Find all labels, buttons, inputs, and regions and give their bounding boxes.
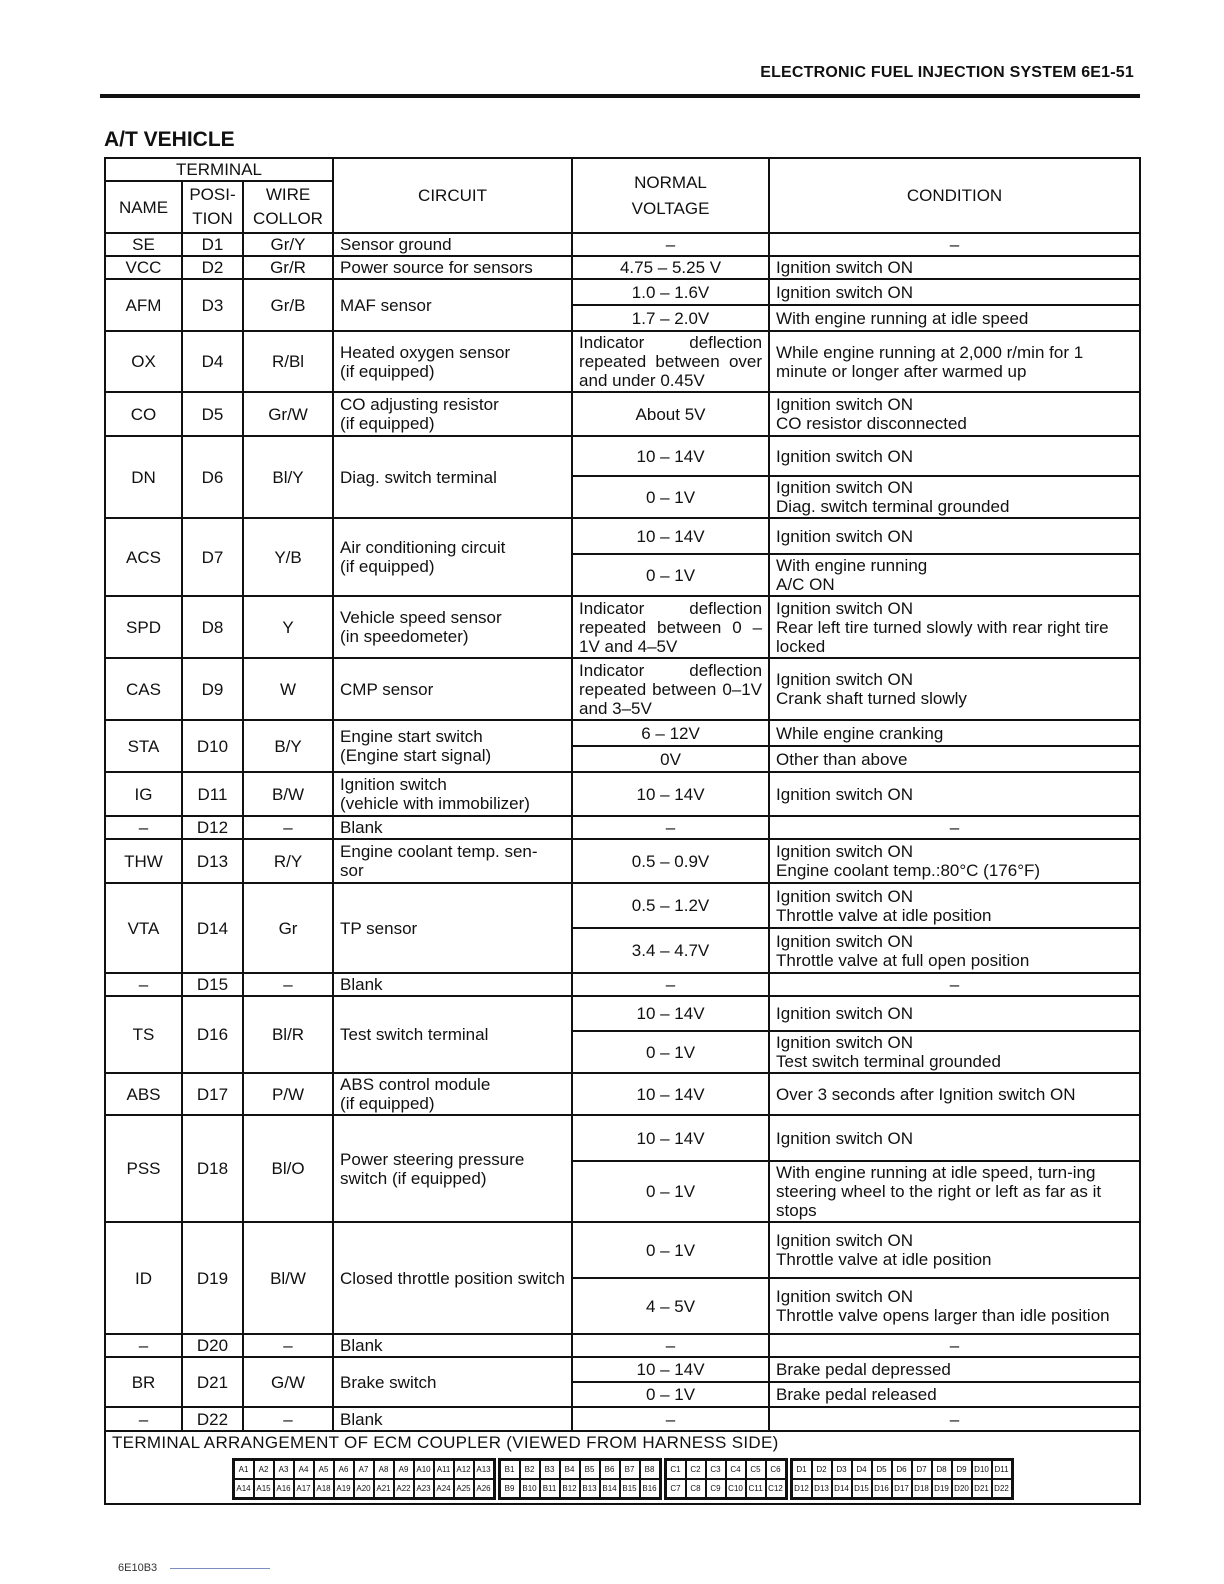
coupler-pin: C12 <box>766 1479 786 1498</box>
cell-wire: B/W <box>243 772 333 816</box>
coupler-pin: D12 <box>792 1479 812 1498</box>
cell-pos: D16 <box>182 996 243 1073</box>
coupler-section <box>105 1431 1140 1504</box>
coupler-pin: A5 <box>314 1460 334 1479</box>
coupler-pin: A23 <box>414 1479 434 1498</box>
cell-circuit: CMP sensor <box>333 658 572 720</box>
coupler-pin: D3 <box>832 1460 852 1479</box>
cell-circuit: Ignition switch (vehicle with immobilizer) <box>333 772 572 816</box>
cell-wire: W <box>243 658 333 720</box>
cell-name: ID <box>105 1222 182 1334</box>
name-header: NAME <box>105 181 182 233</box>
coupler-pin: C4 <box>726 1460 746 1479</box>
cell-voltage: 10 – 14V <box>572 1357 769 1382</box>
cell-name: OX <box>105 331 182 392</box>
cell-name: AFM <box>105 279 182 331</box>
cell-pos: D22 <box>182 1407 243 1431</box>
coupler-pin: D15 <box>852 1479 872 1498</box>
cell-pos: D10 <box>182 720 243 772</box>
cell-condition: With engine running A/C ON <box>769 554 1140 596</box>
coupler-pin: D1 <box>792 1460 812 1479</box>
cell-wire: – <box>243 1334 333 1357</box>
cell-voltage: Indicator deflection repeated between over and under 0.45V <box>572 331 769 392</box>
coupler-pin: D16 <box>872 1479 892 1498</box>
coupler-pin: A11 <box>434 1460 454 1479</box>
cell-condition: Ignition switch ON Crank shaft turned slowly <box>769 658 1140 720</box>
cell-pos: D8 <box>182 596 243 658</box>
coupler-pin: A4 <box>294 1460 314 1479</box>
table-row <box>105 1334 1140 1357</box>
cell-name: THW <box>105 839 182 883</box>
cell-pos: D2 <box>182 256 243 279</box>
cell-pos: D13 <box>182 839 243 883</box>
coupler-pin: A24 <box>434 1479 454 1498</box>
cell-wire: B/Y <box>243 720 333 772</box>
cell-pos: D17 <box>182 1073 243 1115</box>
coupler-pin: D17 <box>892 1479 912 1498</box>
cell-condition: Ignition switch ON <box>769 518 1140 554</box>
coupler-pin: A1 <box>234 1460 254 1479</box>
cell-name: CAS <box>105 658 182 720</box>
cell-condition: – <box>769 816 1140 839</box>
coupler-pin: C7 <box>666 1479 686 1498</box>
cell-wire: Gr/Y <box>243 233 333 256</box>
coupler-pin: B13 <box>580 1479 600 1498</box>
cell-voltage: 6 – 12V <box>572 720 769 746</box>
cell-name: PSS <box>105 1115 182 1222</box>
terminal-table <box>104 157 1141 1505</box>
cell-pos: D5 <box>182 392 243 436</box>
cell-voltage: – <box>572 1334 769 1357</box>
cell-condition: Ignition switch ON <box>769 996 1140 1031</box>
cell-name: TS <box>105 996 182 1073</box>
coupler-pin: B12 <box>560 1479 580 1498</box>
cell-voltage: 0 – 1V <box>572 1161 769 1222</box>
table-row <box>105 392 1140 436</box>
cell-pos: D4 <box>182 331 243 392</box>
cell-voltage: – <box>572 1407 769 1431</box>
cell-voltage: 0 – 1V <box>572 1222 769 1278</box>
cell-circuit: CO adjusting resistor (if equipped) <box>333 392 572 436</box>
coupler-pin: B4 <box>560 1460 580 1479</box>
cell-wire: Y/B <box>243 518 333 596</box>
coupler-pin: A8 <box>374 1460 394 1479</box>
coupler-pin: D19 <box>932 1479 952 1498</box>
cell-wire: G/W <box>243 1357 333 1407</box>
table-row <box>105 839 1140 883</box>
coupler-pin: A10 <box>414 1460 434 1479</box>
coupler-pin: D21 <box>972 1479 992 1498</box>
cell-voltage: 10 – 14V <box>572 1073 769 1115</box>
position-header: POSI- TION <box>182 181 243 233</box>
cell-name: CO <box>105 392 182 436</box>
coupler-label: TERMINAL ARRANGEMENT OF ECM COUPLER (VIEWED FROM HARNESS SIDE) <box>112 1433 779 1452</box>
coupler-pin: B16 <box>640 1479 660 1498</box>
coupler-pin: D14 <box>832 1479 852 1498</box>
table-row <box>105 1222 1140 1278</box>
cell-name: IG <box>105 772 182 816</box>
coupler-pin: A6 <box>334 1460 354 1479</box>
cell-circuit: Blank <box>333 1407 572 1431</box>
cell-condition: Ignition switch ON Throttle valve at idle position <box>769 883 1140 928</box>
cell-voltage: 0.5 – 1.2V <box>572 883 769 928</box>
cell-circuit: Engine start switch (Engine start signal) <box>333 720 572 772</box>
coupler-pin: A18 <box>314 1479 334 1498</box>
coupler-pin: D4 <box>852 1460 872 1479</box>
cell-circuit: Air conditioning circuit (if equipped) <box>333 518 572 596</box>
coupler-pin: C1 <box>666 1460 686 1479</box>
cell-name: VTA <box>105 883 182 973</box>
table-row <box>105 1115 1140 1161</box>
cell-name: SPD <box>105 596 182 658</box>
table-row <box>105 772 1140 816</box>
table-row <box>105 233 1140 256</box>
coupler-pin: D6 <box>892 1460 912 1479</box>
coupler-pin: C3 <box>706 1460 726 1479</box>
table-row <box>105 720 1140 746</box>
cell-name: BR <box>105 1357 182 1407</box>
coupler-pin: A25 <box>454 1479 474 1498</box>
cell-condition: Brake pedal released <box>769 1382 1140 1407</box>
coupler-pin: D7 <box>912 1460 932 1479</box>
cell-voltage: 10 – 14V <box>572 772 769 816</box>
page-header <box>100 60 1140 98</box>
cell-voltage: 0.5 – 0.9V <box>572 839 769 883</box>
cell-circuit: Heated oxygen sensor (if equipped) <box>333 331 572 392</box>
coupler-pin: B15 <box>620 1479 640 1498</box>
cell-name: – <box>105 816 182 839</box>
cell-condition: With engine running at idle speed, turn-ing steering wheel to the right or left as far as it stops <box>769 1161 1140 1222</box>
cell-condition: Ignition switch ON CO resistor disconnected <box>769 392 1140 436</box>
cell-name: – <box>105 973 182 996</box>
footer-divider <box>170 1568 270 1569</box>
table-row <box>105 596 1140 658</box>
cell-voltage: 3.4 – 4.7V <box>572 928 769 973</box>
table-row <box>105 331 1140 392</box>
cell-wire: Bl/O <box>243 1115 333 1222</box>
cell-pos: D12 <box>182 816 243 839</box>
section-title: A/T VEHICLE <box>104 128 235 151</box>
coupler-pin: B1 <box>500 1460 520 1479</box>
cell-condition: Ignition switch ON Diag. switch terminal grounded <box>769 476 1140 518</box>
condition-header: CONDITION <box>769 158 1140 233</box>
coupler-pin: A12 <box>454 1460 474 1479</box>
cell-voltage: About 5V <box>572 392 769 436</box>
coupler-pin: C2 <box>686 1460 706 1479</box>
coupler-pin: A26 <box>474 1479 494 1498</box>
coupler-pin: B9 <box>500 1479 520 1498</box>
coupler-block <box>498 1458 662 1500</box>
coupler-pin: A17 <box>294 1479 314 1498</box>
cell-pos: D3 <box>182 279 243 331</box>
table-row <box>105 996 1140 1031</box>
cell-wire: P/W <box>243 1073 333 1115</box>
cell-name: STA <box>105 720 182 772</box>
coupler-pin: D9 <box>952 1460 972 1479</box>
cell-condition: – <box>769 233 1140 256</box>
cell-voltage: 10 – 14V <box>572 436 769 476</box>
cell-condition: Ignition switch ON Throttle valve opens larger than idle position <box>769 1278 1140 1334</box>
cell-pos: D7 <box>182 518 243 596</box>
voltage-header: NORMAL VOLTAGE <box>572 158 769 233</box>
wire-header: WIRE COLLOR <box>243 181 333 233</box>
cell-condition: Ignition switch ON <box>769 279 1140 305</box>
cell-condition: Ignition switch ON Throttle valve at full open position <box>769 928 1140 973</box>
coupler-pin: B2 <box>520 1460 540 1479</box>
cell-name: VCC <box>105 256 182 279</box>
table-row <box>105 1357 1140 1382</box>
cell-pos: D9 <box>182 658 243 720</box>
cell-voltage: 0 – 1V <box>572 1031 769 1073</box>
cell-wire: R/Bl <box>243 331 333 392</box>
cell-circuit: Vehicle speed sensor (in speedometer) <box>333 596 572 658</box>
cell-circuit: Sensor ground <box>333 233 572 256</box>
cell-condition: While engine cranking <box>769 720 1140 746</box>
coupler-pin: A13 <box>474 1460 494 1479</box>
cell-circuit: Blank <box>333 1334 572 1357</box>
cell-wire: Bl/Y <box>243 436 333 518</box>
coupler-pin: D11 <box>992 1460 1012 1479</box>
coupler-pin: D8 <box>932 1460 952 1479</box>
cell-condition: Ignition switch ON <box>769 1115 1140 1161</box>
cell-condition: Ignition switch ON <box>769 256 1140 279</box>
footer-code: 6E10B3 <box>118 1562 158 1574</box>
cell-name: ABS <box>105 1073 182 1115</box>
cell-voltage: 1.7 – 2.0V <box>572 305 769 331</box>
coupler-pin: A7 <box>354 1460 374 1479</box>
cell-circuit: TP sensor <box>333 883 572 973</box>
coupler-pin: C9 <box>706 1479 726 1498</box>
coupler-pin: B8 <box>640 1460 660 1479</box>
table-row <box>105 658 1140 720</box>
cell-voltage: 0V <box>572 746 769 772</box>
coupler-pin: B7 <box>620 1460 640 1479</box>
coupler-pin: A9 <box>394 1460 414 1479</box>
cell-name: ACS <box>105 518 182 596</box>
cell-wire: Gr <box>243 883 333 973</box>
table-row <box>105 816 1140 839</box>
coupler-pin: B5 <box>580 1460 600 1479</box>
table-row <box>105 436 1140 476</box>
header-title: ELECTRONIC FUEL INJECTION SYSTEM 6E1-51 <box>760 64 1134 81</box>
cell-condition: Ignition switch ON Rear left tire turned slowly with rear right tire locked <box>769 596 1140 658</box>
cell-circuit: MAF sensor <box>333 279 572 331</box>
cell-condition: With engine running at idle speed <box>769 305 1140 331</box>
cell-condition: Ignition switch ON <box>769 436 1140 476</box>
cell-wire: Gr/R <box>243 256 333 279</box>
cell-voltage: 10 – 14V <box>572 1115 769 1161</box>
cell-voltage: – <box>572 233 769 256</box>
cell-condition: Ignition switch ON Throttle valve at idle position <box>769 1222 1140 1278</box>
coupler-pin: C5 <box>746 1460 766 1479</box>
coupler-pin: C10 <box>726 1479 746 1498</box>
ecm-coupler-diagram <box>112 1458 1133 1500</box>
coupler-pin: A16 <box>274 1479 294 1498</box>
cell-name: – <box>105 1407 182 1431</box>
cell-wire: Y <box>243 596 333 658</box>
coupler-pin: A21 <box>374 1479 394 1498</box>
coupler-pin: A19 <box>334 1479 354 1498</box>
cell-wire: Bl/R <box>243 996 333 1073</box>
cell-pos: D14 <box>182 883 243 973</box>
cell-condition: Over 3 seconds after Ignition switch ON <box>769 1073 1140 1115</box>
cell-pos: D20 <box>182 1334 243 1357</box>
cell-pos: D18 <box>182 1115 243 1222</box>
cell-voltage: 4.75 – 5.25 V <box>572 256 769 279</box>
coupler-pin: D13 <box>812 1479 832 1498</box>
cell-voltage: 0 – 1V <box>572 554 769 596</box>
cell-circuit: ABS control module (if equipped) <box>333 1073 572 1115</box>
cell-condition: Ignition switch ON Test switch terminal grounded <box>769 1031 1140 1073</box>
coupler-pin: C8 <box>686 1479 706 1498</box>
cell-condition: While engine running at 2,000 r/min for 1 minute or longer after warmed up <box>769 331 1140 392</box>
cell-condition: Brake pedal depressed <box>769 1357 1140 1382</box>
cell-circuit: Blank <box>333 816 572 839</box>
table-row <box>105 1407 1140 1431</box>
cell-condition: – <box>769 973 1140 996</box>
coupler-pin: C6 <box>766 1460 786 1479</box>
coupler-pin: B6 <box>600 1460 620 1479</box>
cell-circuit: Blank <box>333 973 572 996</box>
cell-voltage: – <box>572 973 769 996</box>
cell-circuit: Brake switch <box>333 1357 572 1407</box>
coupler-pin: D5 <box>872 1460 892 1479</box>
table-row <box>105 279 1140 305</box>
cell-pos: D6 <box>182 436 243 518</box>
coupler-pin: A2 <box>254 1460 274 1479</box>
cell-name: DN <box>105 436 182 518</box>
cell-wire: R/Y <box>243 839 333 883</box>
coupler-pin: D20 <box>952 1479 972 1498</box>
cell-circuit: Power source for sensors <box>333 256 572 279</box>
cell-condition: Other than above <box>769 746 1140 772</box>
cell-voltage: 10 – 14V <box>572 996 769 1031</box>
coupler-block <box>664 1458 788 1500</box>
cell-voltage: 0 – 1V <box>572 476 769 518</box>
table-row <box>105 973 1140 996</box>
cell-name: – <box>105 1334 182 1357</box>
table-row <box>105 256 1140 279</box>
cell-condition: – <box>769 1334 1140 1357</box>
cell-condition: Ignition switch ON <box>769 772 1140 816</box>
cell-circuit: Power steering pressure switch (if equipped) <box>333 1115 572 1222</box>
cell-pos: D21 <box>182 1357 243 1407</box>
table-row <box>105 883 1140 928</box>
cell-voltage: 0 – 1V <box>572 1382 769 1407</box>
cell-pos: D19 <box>182 1222 243 1334</box>
coupler-pin: A22 <box>394 1479 414 1498</box>
coupler-pin: B3 <box>540 1460 560 1479</box>
cell-condition: Ignition switch ON Engine coolant temp.:80°C (176°F) <box>769 839 1140 883</box>
coupler-pin: B10 <box>520 1479 540 1498</box>
table-row <box>105 518 1140 554</box>
coupler-pin: A15 <box>254 1479 274 1498</box>
coupler-pin: B14 <box>600 1479 620 1498</box>
coupler-pin: D10 <box>972 1460 992 1479</box>
cell-name: SE <box>105 233 182 256</box>
cell-circuit: Engine coolant temp. sen- sor <box>333 839 572 883</box>
cell-pos: D1 <box>182 233 243 256</box>
table-row <box>105 1073 1140 1115</box>
coupler-pin: A14 <box>234 1479 254 1498</box>
terminal-header: TERMINAL <box>105 158 333 181</box>
coupler-block <box>790 1458 1014 1500</box>
coupler-pin: D22 <box>992 1479 1012 1498</box>
coupler-block <box>232 1458 496 1500</box>
cell-voltage: Indicator deflection repeated between 0 –1V and 4–5V <box>572 596 769 658</box>
cell-wire: Gr/W <box>243 392 333 436</box>
cell-voltage: 4 – 5V <box>572 1278 769 1334</box>
coupler-pin: A3 <box>274 1460 294 1479</box>
cell-voltage: 1.0 – 1.6V <box>572 279 769 305</box>
coupler-pin: D18 <box>912 1479 932 1498</box>
coupler-pin: C11 <box>746 1479 766 1498</box>
cell-voltage: Indicator deflection repeated between 0–1V and 3–5V <box>572 658 769 720</box>
cell-wire: – <box>243 973 333 996</box>
cell-wire: Gr/B <box>243 279 333 331</box>
cell-circuit: Test switch terminal <box>333 996 572 1073</box>
coupler-pin: A20 <box>354 1479 374 1498</box>
cell-wire: – <box>243 816 333 839</box>
cell-pos: D15 <box>182 973 243 996</box>
cell-condition: – <box>769 1407 1140 1431</box>
coupler-pin: B11 <box>540 1479 560 1498</box>
cell-voltage: – <box>572 816 769 839</box>
coupler-pin: D2 <box>812 1460 832 1479</box>
cell-wire: – <box>243 1407 333 1431</box>
cell-voltage: 10 – 14V <box>572 518 769 554</box>
cell-wire: Bl/W <box>243 1222 333 1334</box>
cell-pos: D11 <box>182 772 243 816</box>
cell-circuit: Diag. switch terminal <box>333 436 572 518</box>
circuit-header: CIRCUIT <box>333 158 572 233</box>
cell-circuit: Closed throttle position switch <box>333 1222 572 1334</box>
table-body <box>105 233 1140 1431</box>
